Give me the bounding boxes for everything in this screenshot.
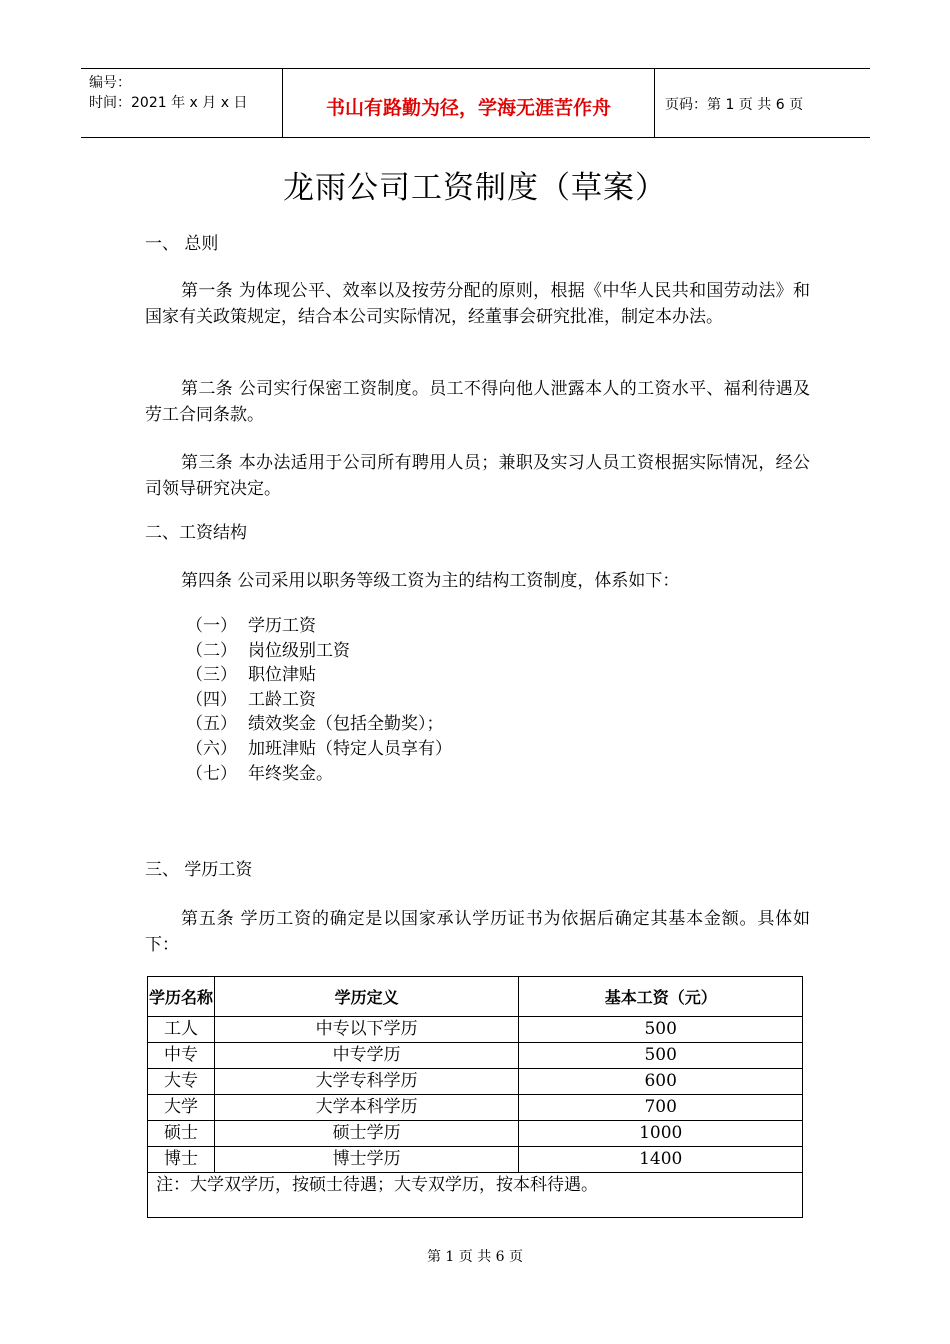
motto: 书山有路勤为径，学海无涯苦作舟	[325, 97, 611, 119]
page-header	[81, 68, 870, 138]
list-item: （二） 岗位级别工资	[186, 640, 350, 661]
section-heading-general: 一、 总则	[145, 234, 219, 254]
header-motto-cell	[282, 69, 655, 137]
list-item: （三） 职位津贴	[186, 665, 316, 686]
date-line: 时间：2021 年 x 月 x 日	[89, 95, 248, 111]
salary-component-list	[186, 614, 452, 786]
table-row: 中专 中专学历 500	[148, 1043, 803, 1069]
list-item: （六） 加班津贴（特定人员享有）	[186, 738, 452, 759]
number-label: 编号：	[89, 75, 131, 91]
header-cell: 学历名称	[148, 977, 215, 1017]
section-heading-structure: 二、工资结构	[145, 523, 247, 543]
article-1: 第一条 为体现公平、效率以及按劳分配的原则，根据《中华人民共和国劳动法》和国家有关政策规定，结合本公司实际情况，经董事会研究批准，制定本办法。	[145, 281, 810, 327]
table-header-row	[148, 977, 803, 1017]
header-meta	[89, 73, 247, 113]
table-row: 硕士 硕士学历 1000	[148, 1121, 803, 1147]
list-item: （五） 绩效奖金（包括全勤奖）；	[186, 714, 444, 735]
page-info: 页码：第 1 页 共 6 页	[665, 97, 804, 113]
header-cell: 基本工资（元）	[519, 977, 803, 1017]
article-2: 第二条 公司实行保密工资制度。员工不得向他人泄露本人的工资水平、福利待遇及劳工合同条款。	[145, 379, 810, 425]
list-item: （四） 工龄工资	[186, 689, 316, 710]
table-row: 大专 大学专科学历 600	[148, 1069, 803, 1095]
table-note-row	[148, 1173, 803, 1218]
page-footer: 第 1 页 共 6 页	[426, 1249, 524, 1265]
table-note: 注：大学双学历，按硕士待遇；大专双学历，按本科待遇。	[148, 1173, 803, 1218]
table-row: 大学 大学本科学历 700	[148, 1095, 803, 1121]
article-5: 第五条 学历工资的确定是以国家承认学历证书为依据后确定其基本金额。具体如下：	[145, 909, 810, 955]
section-heading-education: 三、 学历工资	[145, 860, 253, 880]
list-item: （七） 年终奖金。	[186, 763, 333, 784]
article-4: 第四条 公司采用以职务等级工资为主的结构工资制度，体系如下：	[181, 571, 680, 591]
header-cell: 学历定义	[214, 977, 518, 1017]
document-title: 龙雨公司工资制度（草案）	[283, 170, 667, 206]
article-3: 第三条 本办法适用于公司所有聘用人员；兼职及实习人员工资根据实际情况，经公司领导研究决定。	[145, 453, 810, 499]
table-row: 工人 中专以下学历 500	[148, 1017, 803, 1043]
list-item: （一） 学历工资	[186, 616, 316, 636]
table-row: 博士 博士学历 1400	[148, 1147, 803, 1173]
education-salary-table	[147, 976, 803, 1218]
